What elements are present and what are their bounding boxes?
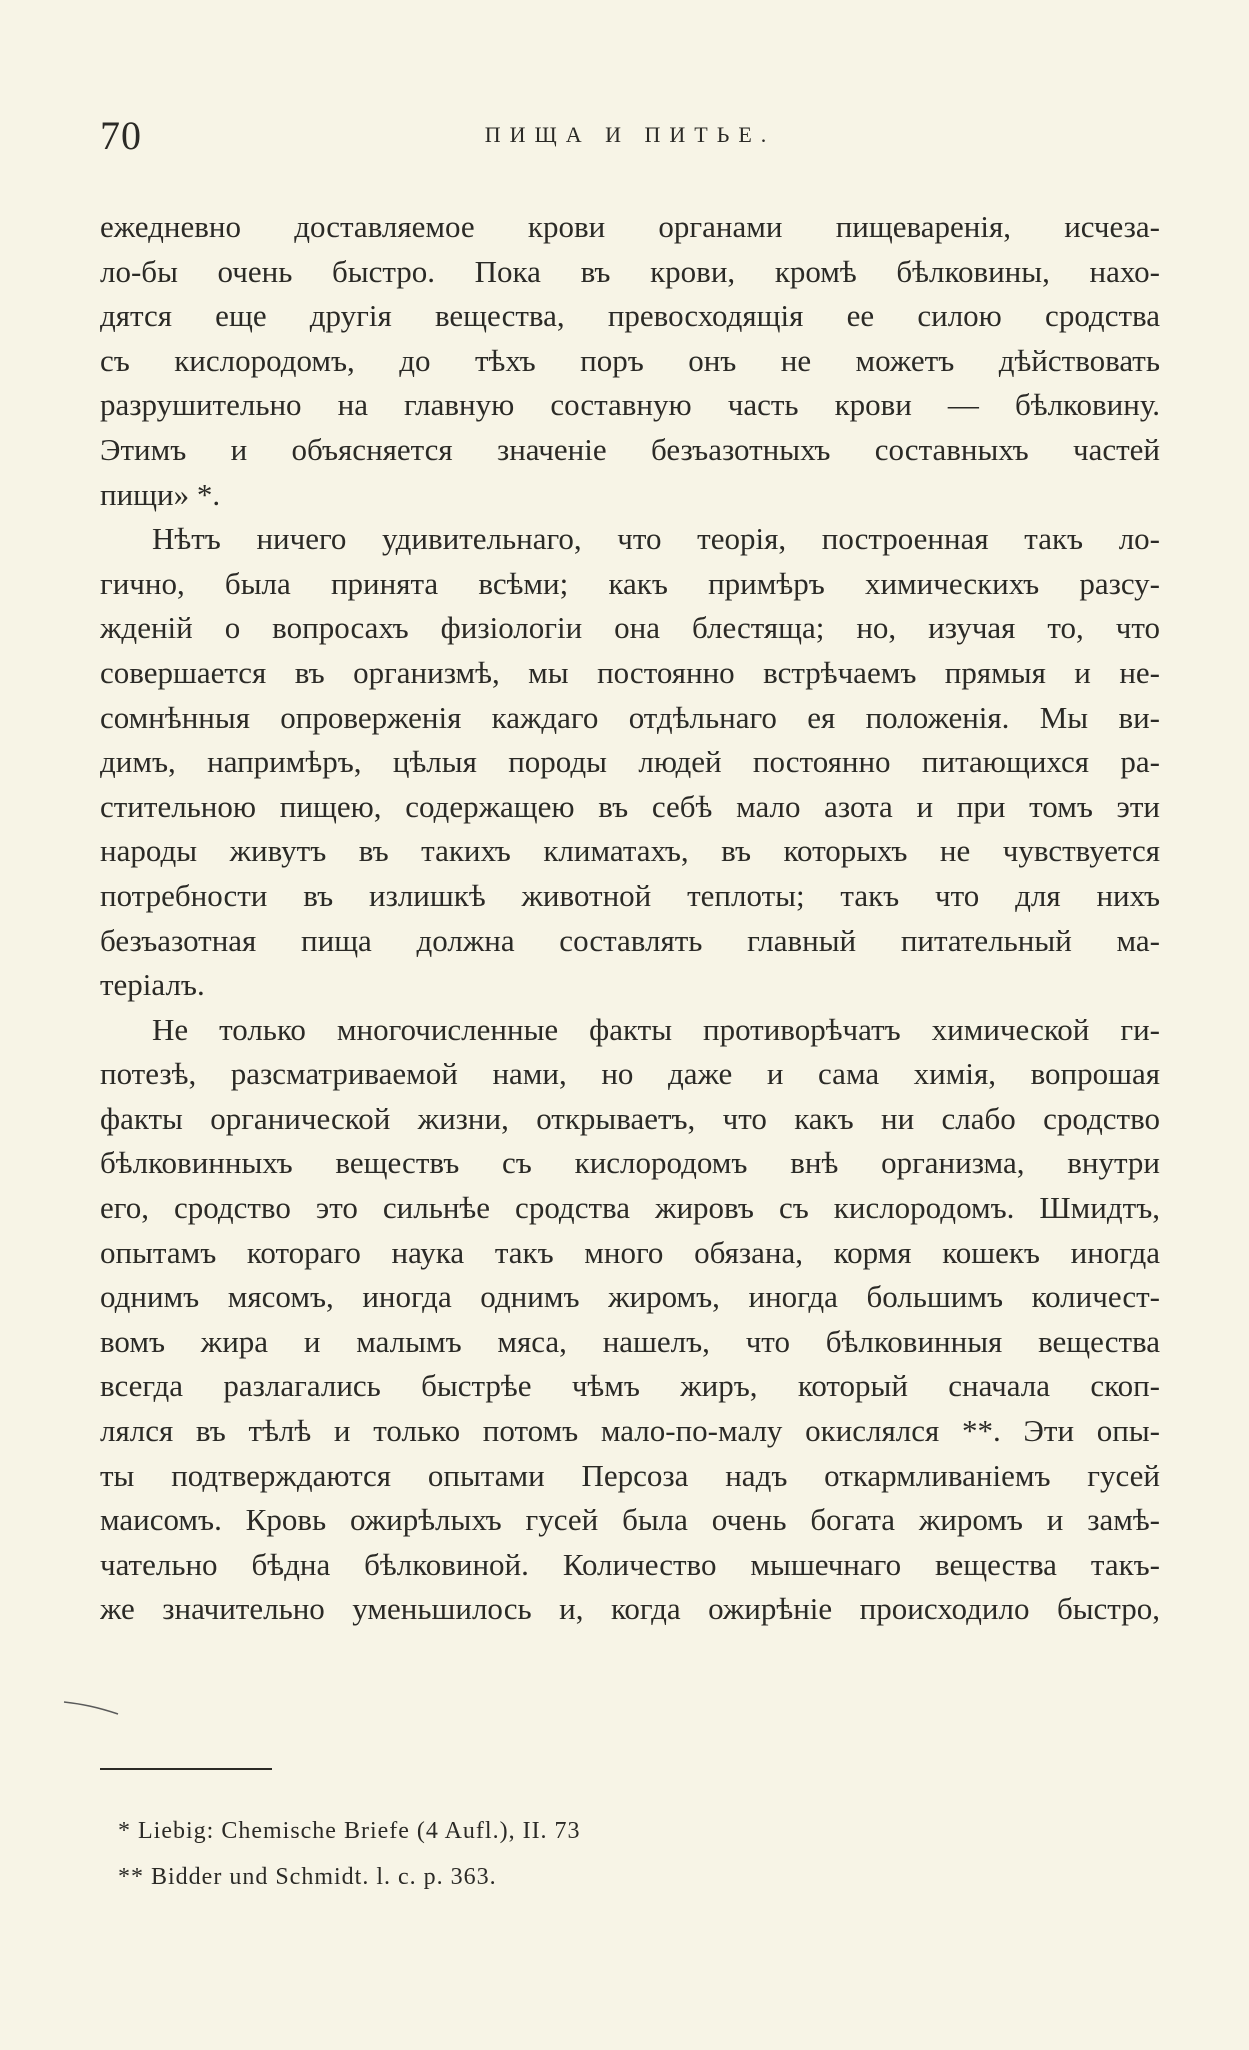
text-line: однимъ мясомъ, иногда однимъ жиромъ, иногда большимъ количест- xyxy=(100,1279,1160,1315)
page-number: 70 xyxy=(100,113,142,158)
footnote: * Liebig: Chemische Briefe (4 Aufl.), II. 73 xyxy=(118,1818,581,1844)
text-line: чательно бѣдна бѣлковиной. Количество мышечнаго вещества такъ- xyxy=(100,1546,1160,1582)
footnote-rule xyxy=(100,1768,272,1770)
text-line: всегда разлагались быстрѣе чѣмъ жиръ, который сначала скоп- xyxy=(100,1368,1160,1404)
text-line: потезѣ, разсматриваемой нами, но даже и сама химія, вопрошая xyxy=(100,1056,1160,1092)
text-line: димъ, напримѣръ, цѣлыя породы людей постоянно питающихся ра- xyxy=(100,744,1160,780)
text-line: стительною пищею, содержащею въ себѣ мало азота и при томъ эти xyxy=(100,788,1160,824)
text-line: безъазотная пища должна составлять главный питательный ма- xyxy=(100,922,1160,958)
text-line: дятся еще другія вещества, превосходящія ее силою сродства xyxy=(100,298,1160,334)
text-line: бѣлковинныхъ веществъ съ кислородомъ внѣ организма, внутри xyxy=(100,1145,1160,1181)
text-line: Этимъ и объясняется значеніе безъазотныхъ составныхъ частей xyxy=(100,431,1160,467)
text-line: опытамъ котораго наука такъ много обязана, кормя кошекъ иногда xyxy=(100,1234,1160,1270)
text-line: лялся въ тѣлѣ и только потомъ мало-по-малу окислялся **. Эти опы- xyxy=(100,1413,1160,1449)
text-line: вомъ жира и малымъ мяса, нашелъ, что бѣлковинныя вещества xyxy=(100,1323,1160,1359)
text-line: пищи» *. xyxy=(100,476,221,512)
text-line: ло-бы очень быстро. Пока въ крови, кромѣ бѣлковины, нахо- xyxy=(100,253,1160,289)
text-line: съ кислородомъ, до тѣхъ поръ онъ не можетъ дѣйствовать xyxy=(100,342,1160,378)
text-line: ты подтверждаются опытами Персоза надъ откармливаніемъ гусей xyxy=(100,1457,1160,1493)
footnote: ** Bidder und Schmidt. l. c. p. 363. xyxy=(118,1864,497,1890)
text-line: совершается въ организмѣ, мы постоянно встрѣчаемъ прямыя и не- xyxy=(100,654,1160,690)
text-line: ежедневно доставляемое крови органами пищеваренія, исчеза- xyxy=(100,209,1160,244)
body-text xyxy=(100,205,1160,1632)
page-header xyxy=(100,112,1160,162)
footnotes xyxy=(118,1808,1018,1900)
text-line: жденій о вопросахъ физіологіи она блестяща; но, изучая то, что xyxy=(100,610,1160,646)
text-line: маисомъ. Кровь ожирѣлыхъ гусей была очень богата жиромъ и замѣ- xyxy=(100,1502,1160,1538)
text-line: теріалъ. xyxy=(100,967,205,1003)
margin-pencil-mark xyxy=(62,1698,122,1718)
text-line: гично, была принята всѣми; какъ примѣръ химическихъ разсу- xyxy=(100,565,1160,601)
running-title: ПИЩА И ПИТЬЕ. xyxy=(484,122,776,147)
text-line: факты органической жизни, открываетъ, что какъ ни слабо сродство xyxy=(100,1100,1160,1136)
text-line: Не только многочисленные факты противорѣчатъ химической ги- xyxy=(152,1011,1160,1047)
text-line: народы живутъ въ такихъ климатахъ, въ которыхъ не чувствуется xyxy=(100,833,1160,869)
text-line: потребности въ излишкѣ животной теплоты; такъ что для нихъ xyxy=(100,877,1160,913)
text-line: его, сродство это сильнѣе сродства жировъ съ кислородомъ. Шмидтъ, xyxy=(100,1190,1160,1226)
text-line: же значительно уменьшилось и, когда ожирѣніе происходило быстро, xyxy=(100,1591,1160,1627)
text-line: сомнѣнныя опроверженія каждаго отдѣльнаго ея положенія. Мы ви- xyxy=(100,699,1160,735)
text-line: Нѣтъ ничего удивительнаго, что теорія, построенная такъ ло- xyxy=(152,521,1160,557)
text-line: разрушительно на главную составную часть крови — бѣлковину. xyxy=(100,387,1160,423)
